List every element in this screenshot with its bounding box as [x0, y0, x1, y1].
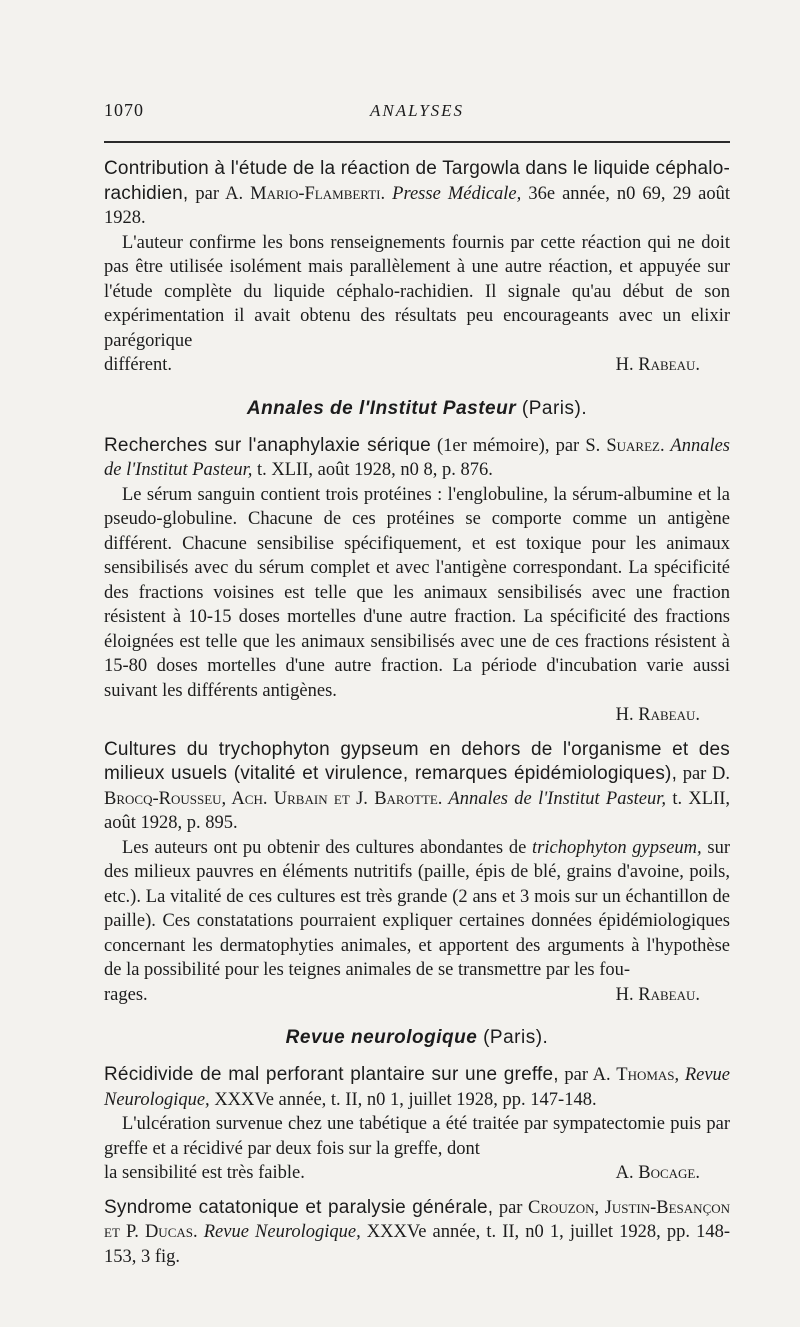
article-title: Syndrome catatonique et paralysie générale, — [104, 1196, 494, 1218]
reference-text: par A. — [188, 183, 251, 204]
species-name: trichophyton gypseum, — [532, 837, 702, 858]
reviewer-signature: H. Rabeau. — [615, 705, 700, 725]
authors: Suarez. — [606, 435, 665, 456]
section-heading — [104, 398, 730, 420]
entry-heading — [104, 1196, 730, 1270]
authors: Crouzon, Justin-Besançon et P. Ducas. — [104, 1197, 731, 1242]
authors: Brocq-Rousseu, Ach. Urbain et J. Barotte. — [104, 788, 443, 809]
authors: Mario-Flamberti. — [250, 183, 386, 204]
running-header — [104, 100, 730, 121]
journal-name: Annales de l'Institut Pasteur, — [442, 788, 667, 809]
journal-section-title: Revue neurologique — [285, 1027, 478, 1048]
journal-name: Annales de l'Institut Pasteur, — [104, 435, 730, 480]
entry-heading — [104, 434, 730, 483]
entry-heading — [104, 1063, 730, 1112]
article-title: Récidivide de mal perforant plantaire sur une greffe, — [104, 1064, 559, 1085]
review-entry — [104, 434, 730, 728]
last-line — [104, 983, 730, 1008]
article-title: Cultures du trychophyton gypseum en dehors de l'organisme et des milieux usuels (vitalité et virulence, remarques épidémiologiques), — [104, 738, 730, 784]
abstract-text: Le sérum sanguin contient trois protéines : l'englobuline, la sérum-albumine et la pseudo-globuline. Chacune de ces protéines se comporte comme un antigène différent. Chacune sensibilise spécifiquement, et est toxique pour les animaux sensibilisés avec du sérum complet et avec l'antigène correspondant. La spécificité des fractions voisines est telle que les animaux sensibilisés avec une fraction résistent à 10-15 doses mortelles d'une autre fraction. La spécificité des fractions éloignées est telle que les animaux sensibilisés avec une de ces fractions résistent à 15-80 doses mortelles d'une autre fraction. La période d'incubation varie aussi suivant les différents antigènes. — [104, 484, 730, 701]
abstract-text — [104, 836, 730, 983]
page-number: 1070 — [104, 100, 144, 120]
citation-details: 36e année, n0 69, 29 août 1928. — [104, 183, 730, 228]
section-location: (Paris). — [483, 1027, 549, 1048]
journal-section-title: Annales de l'Institut Pasteur — [246, 397, 517, 419]
review-entry — [104, 157, 730, 378]
last-line — [104, 1161, 730, 1186]
running-title: ANALYSES — [369, 101, 465, 120]
citation-details: t. XLII, août 1928, p. 895. — [104, 788, 731, 833]
spacer — [104, 728, 730, 738]
reviewer-signature: A. Bocage. — [615, 1163, 700, 1183]
abstract-part: Les auteurs ont pu obtenir des cultures abondantes de — [122, 837, 533, 858]
review-entry — [104, 738, 730, 1008]
review-entry — [104, 1196, 730, 1270]
citation-details: t. XLII, août 1928, n0 8, p. 876. — [252, 460, 493, 480]
section-heading — [104, 1027, 730, 1049]
article-title: Recherches sur l'anaphylaxie sérique — [104, 434, 431, 456]
abstract-part: sur des milieux pauvres en éléments nutritifs (paille, épis de blé, grains d'avoine, poils, etc.). La vitalité de ces cultures est très grande (2 ans et 3 mois sur un échantillon de paille). Ces constatations pourraient expliquer certaines données épidémiologiques concernant les dermatophyties animales, et apportent des arguments à l'hypothèse de la possibilité pour les teignes animales de se transmettre par les fou- — [104, 837, 730, 980]
entry-heading — [104, 738, 730, 836]
citation-details: XXXVe année, t. II, n0 1, juillet 1928, pp. 148-153, 3 fig. — [104, 1222, 730, 1267]
journal-name: Revue Neurologique, — [104, 1065, 731, 1110]
reviewer-signature: H. Rabeau. — [615, 355, 700, 375]
reference-text: par D. — [677, 764, 730, 784]
authors: Thomas, — [616, 1065, 680, 1085]
journal-name: Presse Médicale, — [385, 183, 522, 204]
last-line — [104, 353, 730, 378]
abstract-text: L'ulcération survenue chez une tabétique a été traitée par sympatectomie puis par greffe et a récidivé par deux fois sur la greffe, dont — [104, 1114, 730, 1159]
entry-heading — [104, 157, 730, 231]
spacer — [104, 1186, 730, 1196]
reference-text: (1er mémoire), par S. — [430, 435, 607, 456]
section-location: (Paris). — [521, 397, 588, 419]
reviewer-signature: H. Rabeau. — [615, 984, 700, 1005]
abstract-text: L'auteur confirme les bons renseignements fournis par cette réaction qui ne doit pas être utilisée isolément mais parallèlement à une autre réaction, et appuyée sur l'étude complète du liquide céphalo-rachidien. Il signale qu'au début de son expérimentation il avait obtenu des résultats peu encourageants avec un elixir parégorique — [104, 232, 730, 351]
reference-text: par — [493, 1197, 528, 1218]
article-title: Contribution à l'étude de la réaction de Targowla dans le liquide céphalo-rachidien, — [104, 158, 730, 204]
journal-name: Revue Neurologique, — [197, 1222, 361, 1242]
header-rule — [104, 141, 730, 143]
abstract-end: rages. — [104, 984, 148, 1005]
abstract-end: différent. — [104, 355, 172, 375]
abstract-end: la sensibilité est très faible. — [104, 1163, 305, 1183]
citation-details: XXXVe année, t. II, n0 1, juillet 1928, pp. 147-148. — [209, 1089, 597, 1110]
reference-text: par A. — [558, 1065, 617, 1085]
review-entry — [104, 1063, 730, 1186]
